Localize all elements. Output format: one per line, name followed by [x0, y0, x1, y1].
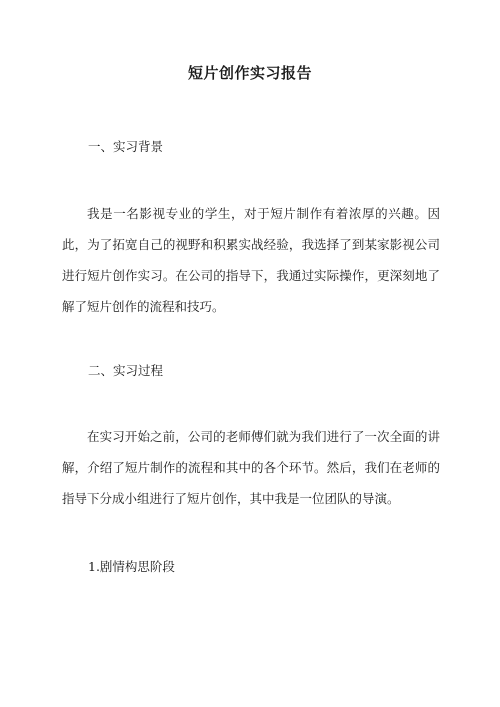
section-heading-process: 二、实习过程	[88, 363, 164, 378]
paragraph-background: 我是一名影视专业的学生，对于短片制作有着浓厚的兴趣。因此，为了拓宽自己的视野和积累实战经验，我选择了到某家影视公司进行短片创作实习。在公司的指导下，我通过实际操作，更深刻地了解了短片创作的流程和技巧。	[62, 206, 440, 314]
document-title: 短片创作实习报告	[187, 64, 312, 82]
paragraph-process: 在实习开始之前，公司的老师傅们就为我们进行了一次全面的讲解，介绍了短片制作的流程和其中的各个环节。然后，我们在老师的指导下分成小组进行了短片创作，其中我是一位团队的导演。	[62, 429, 440, 506]
subsection-heading-plot: 1.剧情构思阶段	[88, 559, 175, 574]
section-heading-background: 一、实习背景	[88, 139, 164, 154]
